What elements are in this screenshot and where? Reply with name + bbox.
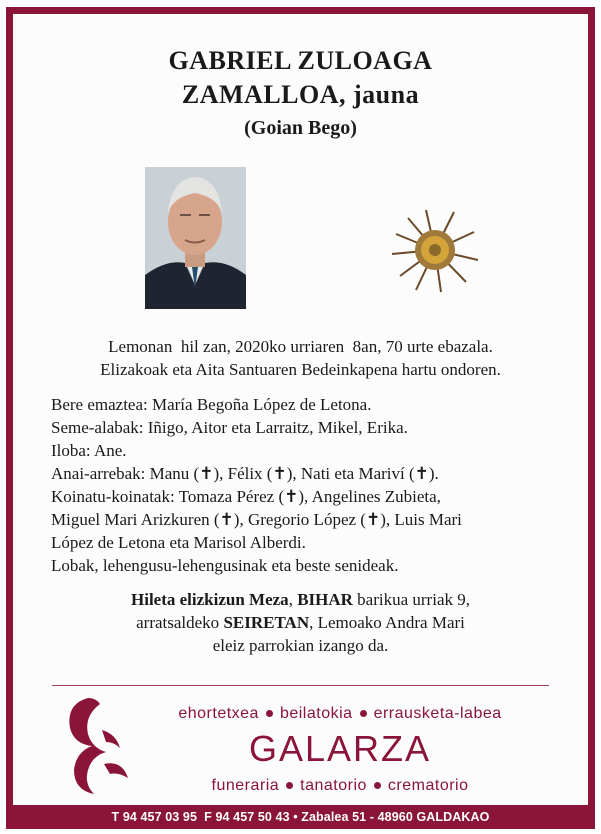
service-wake: beilatokia (279, 705, 353, 722)
deceased-name-line1: GABRIEL ZULOAGA (168, 46, 433, 75)
service-date: barikua urriak 9, (352, 590, 470, 609)
galarza-logo-icon (48, 690, 138, 798)
service-funeral-home: funeraria (211, 777, 280, 794)
bullet-icon (266, 710, 273, 717)
divider (52, 685, 549, 686)
death-announcement-line2: Elizakoak eta Aita Santuaren Bedeinkapena hartu ondoren. (100, 360, 501, 379)
bullet-icon (374, 782, 381, 789)
brand-name: GALARZA (248, 728, 432, 769)
grandchild-line: Iloba: Ane. (51, 441, 127, 460)
funeral-service (0, 588, 601, 657)
portrait-photo (145, 167, 246, 309)
service-line2 (0, 611, 601, 634)
service-cremation: errausketa-labea (373, 705, 502, 722)
siblings-line: Anai-arrebak: Manu (✝), Félix (✝), Nati eta Mariví (✝). (51, 464, 439, 483)
contact-bar (6, 805, 595, 829)
brand-services-bottom (130, 777, 550, 795)
in-laws-line-2: Miguel Mari Arizkuren (✝), Gregorio López (✝), Luis Mari (51, 510, 462, 529)
service-crematory: crematorio (387, 777, 469, 794)
service-line1 (0, 588, 601, 611)
in-laws-line-1: Koinatu-koinatak: Tomaza Pérez (✝), Angelines Zubieta, (51, 487, 441, 506)
thistle-flower-image (386, 204, 484, 296)
nickname: (Goian Bego) (244, 117, 357, 139)
other-relatives-line: Lobak, lehengusu-lehengusinak eta beste senideak. (51, 556, 399, 575)
service-line3: eleiz parrokian izango da. (212, 636, 389, 655)
deceased-name-line2: ZAMALLOA, jauna (181, 80, 420, 109)
spouse-line: Bere emaztea: María Begoña López de Letona. (51, 395, 372, 414)
bullet-icon (286, 782, 293, 789)
death-announcement-line1: Lemonan hil zan, 2020ko urriaren 8an, 70 urte ebazala. (108, 337, 493, 356)
service-place: , Lemoako Andra Mari (309, 613, 465, 632)
service-sep: , (288, 590, 298, 609)
contact-info: T 94 457 03 95 F 94 457 50 43 • Zabalea 51 - 48960 GALDAKAO (111, 810, 490, 824)
service-day: BIHAR (297, 590, 353, 609)
service-burial: ehortetxea (178, 705, 259, 722)
family-list (51, 393, 551, 577)
children-line: Seme-alabak: Iñigo, Aitor eta Larraitz, Mikel, Erika. (51, 418, 408, 437)
service-time-prefix: arratsaldeko (136, 613, 224, 632)
service-mass-label: Hileta elizkizun Meza (131, 590, 289, 609)
service-time: SEIRETAN (223, 613, 310, 632)
bullet-icon (360, 710, 367, 717)
brand-services-top (130, 705, 550, 723)
service-mortuary: tanatorio (300, 777, 367, 794)
in-laws-line-3: López de Letona eta Marisol Alberdi. (51, 533, 306, 552)
